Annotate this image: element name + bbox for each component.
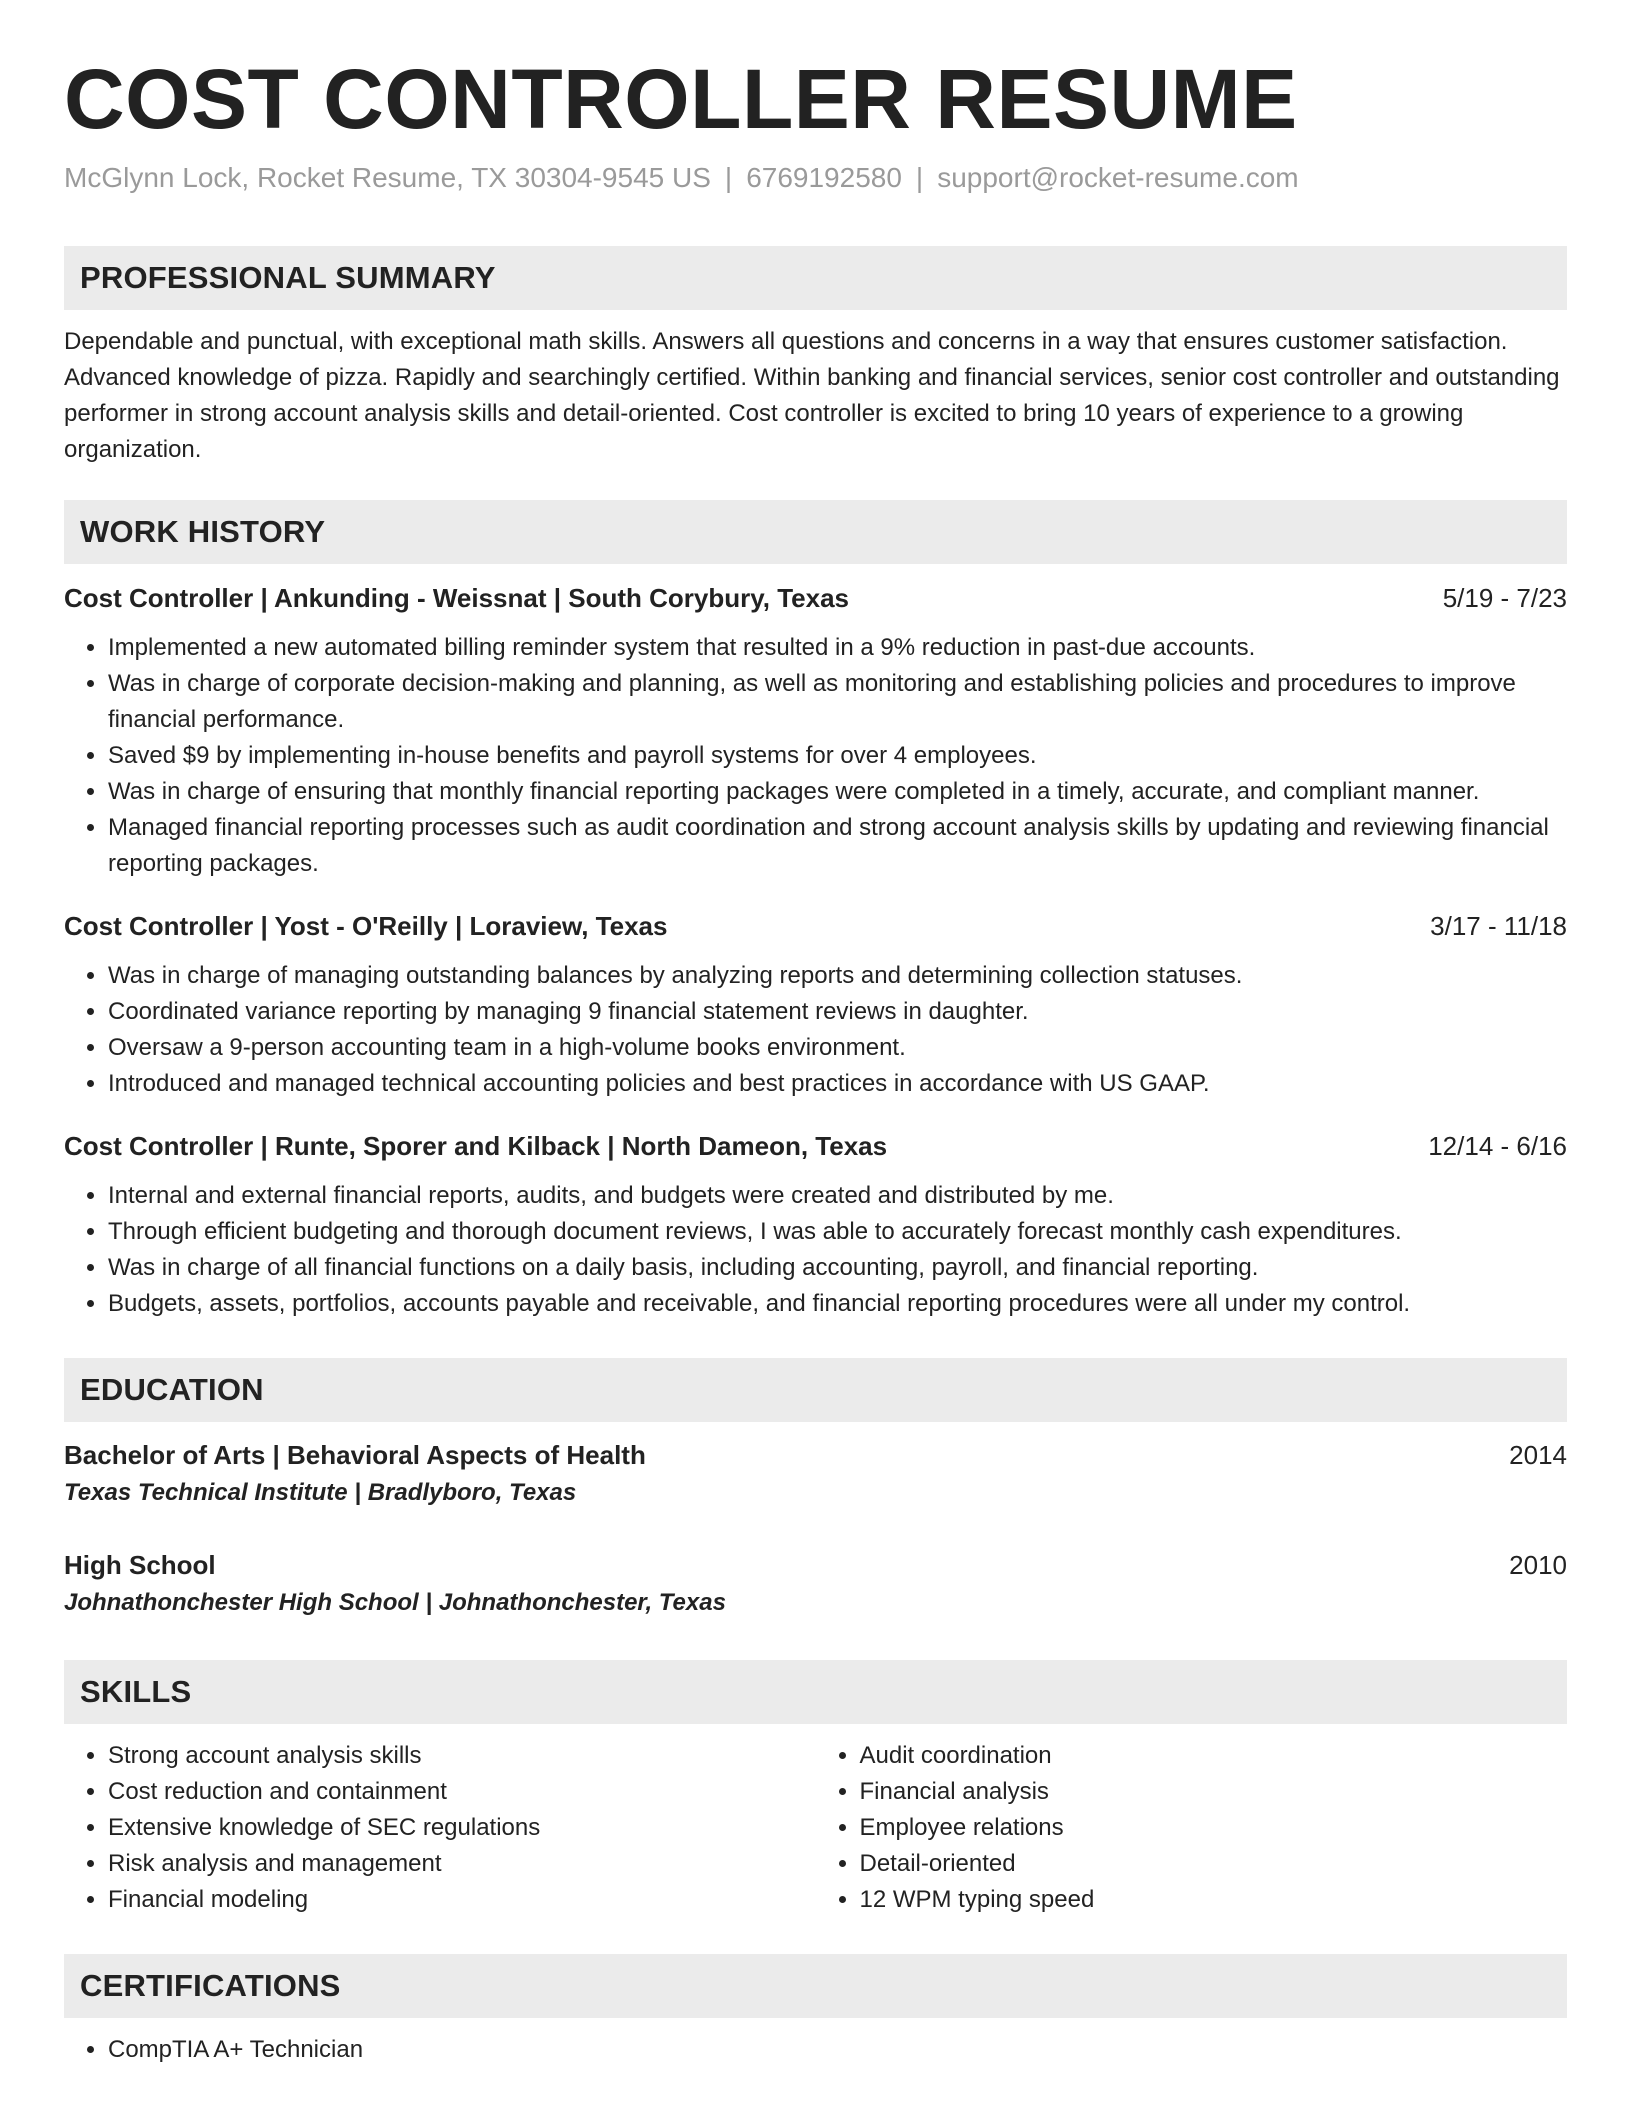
job-header: [64, 580, 1567, 616]
education-degree: High School: [64, 1550, 216, 1580]
job-bullet-list: [64, 630, 1567, 882]
summary-text: Dependable and punctual, with exceptional math skills. Answers all questions and concerns in a way that ensures customer satisfaction. Advanced knowledge of pizza. Rapidly and searchingly certified. Within banking and financial services, senior cost controller and outstanding performer in strong account analysis skills and detail-oriented. Cost controller is excited to bring 10 years of experience to a growing organization.: [64, 328, 1560, 463]
contact-separator: |: [724, 162, 733, 193]
skill-item: • 12 WPM typing speed: [860, 1882, 1568, 1918]
section-heading-summary: PROFESSIONAL SUMMARY: [64, 246, 1567, 310]
section-heading-work-history: WORK HISTORY: [64, 500, 1567, 564]
education-year: 2010: [1509, 1550, 1567, 1580]
skills-columns: [64, 1738, 1567, 1918]
education-degree: Bachelor of Arts | Behavioral Aspects of Health: [64, 1440, 646, 1470]
skill-item: • Strong account analysis skills: [108, 1738, 816, 1774]
job-dates: 5/19 - 7/23: [1442, 583, 1567, 613]
contact-line: [64, 162, 1567, 194]
job-bullet: • Was in charge of ensuring that monthly financial reporting packages were completed in a timely, accurate, and compliant manner.: [108, 774, 1567, 810]
education-school: Texas Technical Institute | Bradlyboro, Texas: [64, 1479, 577, 1506]
job-bullet: • Oversaw a 9-person accounting team in a high-volume books environment.: [108, 1030, 1567, 1066]
resume-page: [64, 0, 1567, 2068]
contact-email: support@rocket-resume.com: [937, 162, 1299, 193]
job-bullet-list: [64, 1178, 1567, 1322]
job-bullet: • Managed financial reporting processes such as audit coordination and strong account analysis skills by updating and reviewing financial reporting packages.: [108, 810, 1567, 882]
certification-item: • CompTIA A+ Technician: [108, 2032, 1567, 2068]
education-entry: [64, 1436, 1567, 1512]
job-bullet: • Introduced and managed technical accounting policies and best practices in accordance with US GAAP.: [108, 1066, 1567, 1102]
job-bullet: • Was in charge of corporate decision-making and planning, as well as monitoring and establishing policies and procedures to improve financial performance.: [108, 666, 1567, 738]
job-bullet: • Internal and external financial reports, audits, and budgets were created and distributed by me.: [108, 1178, 1567, 1214]
contact-separator: |: [915, 162, 924, 193]
skill-item: • Detail-oriented: [860, 1846, 1568, 1882]
job-bullet: • Through efficient budgeting and thorough document reviews, I was able to accurately forecast monthly cash expenditures.: [108, 1214, 1567, 1250]
education-header: [64, 1436, 1567, 1474]
job-header: [64, 908, 1567, 944]
education-year: 2014: [1509, 1440, 1567, 1470]
contact-phone: 6769192580: [746, 162, 902, 193]
education-header: [64, 1546, 1567, 1584]
skill-item: • Financial modeling: [108, 1882, 816, 1918]
skill-item: • Risk analysis and management: [108, 1846, 816, 1882]
job-title: Cost Controller | Yost - O'Reilly | Loraview, Texas: [64, 911, 668, 941]
job-entry: [64, 908, 1567, 1102]
skill-item: • Cost reduction and containment: [108, 1774, 816, 1810]
job-bullet: • Was in charge of managing outstanding balances by analyzing reports and determining collection statuses.: [108, 958, 1567, 994]
education-school: Johnathonchester High School | Johnathonchester, Texas: [64, 1589, 726, 1616]
section-heading-certifications: CERTIFICATIONS: [64, 1954, 1567, 2018]
skill-item: • Audit coordination: [860, 1738, 1568, 1774]
contact-address: McGlynn Lock, Rocket Resume, TX 30304-9545 US: [64, 162, 711, 193]
job-title: Cost Controller | Ankunding - Weissnat | South Corybury, Texas: [64, 583, 849, 613]
skill-item: • Employee relations: [860, 1810, 1568, 1846]
page-title: COST CONTROLLER RESUME: [64, 52, 1298, 146]
job-bullet-list: [64, 958, 1567, 1102]
job-bullet: • Coordinated variance reporting by managing 9 financial statement reviews in daughter.: [108, 994, 1567, 1030]
job-dates: 12/14 - 6/16: [1428, 1131, 1567, 1161]
section-heading-education: EDUCATION: [64, 1358, 1567, 1422]
education-entry: [64, 1546, 1567, 1622]
skill-item: • Financial analysis: [860, 1774, 1568, 1810]
certifications-list: [64, 2032, 1567, 2068]
skills-list-right: [816, 1738, 1568, 1918]
job-entry: [64, 1128, 1567, 1322]
job-bullet: • Was in charge of all financial functions on a daily basis, including accounting, payroll, and financial reporting.: [108, 1250, 1567, 1286]
job-bullet: • Saved $9 by implementing in-house benefits and payroll systems for over 4 employees.: [108, 738, 1567, 774]
job-bullet: • Implemented a new automated billing reminder system that resulted in a 9% reduction in past-due accounts.: [108, 630, 1567, 666]
job-title: Cost Controller | Runte, Sporer and Kilback | North Dameon, Texas: [64, 1131, 888, 1161]
section-heading-skills: SKILLS: [64, 1660, 1567, 1724]
job-dates: 3/17 - 11/18: [1430, 911, 1567, 941]
job-entry: [64, 580, 1567, 882]
job-header: [64, 1128, 1567, 1164]
job-bullet: • Budgets, assets, portfolios, accounts payable and receivable, and financial reporting procedures were all under my control.: [108, 1286, 1567, 1322]
skills-list-left: [64, 1738, 816, 1918]
skill-item: • Extensive knowledge of SEC regulations: [108, 1810, 816, 1846]
